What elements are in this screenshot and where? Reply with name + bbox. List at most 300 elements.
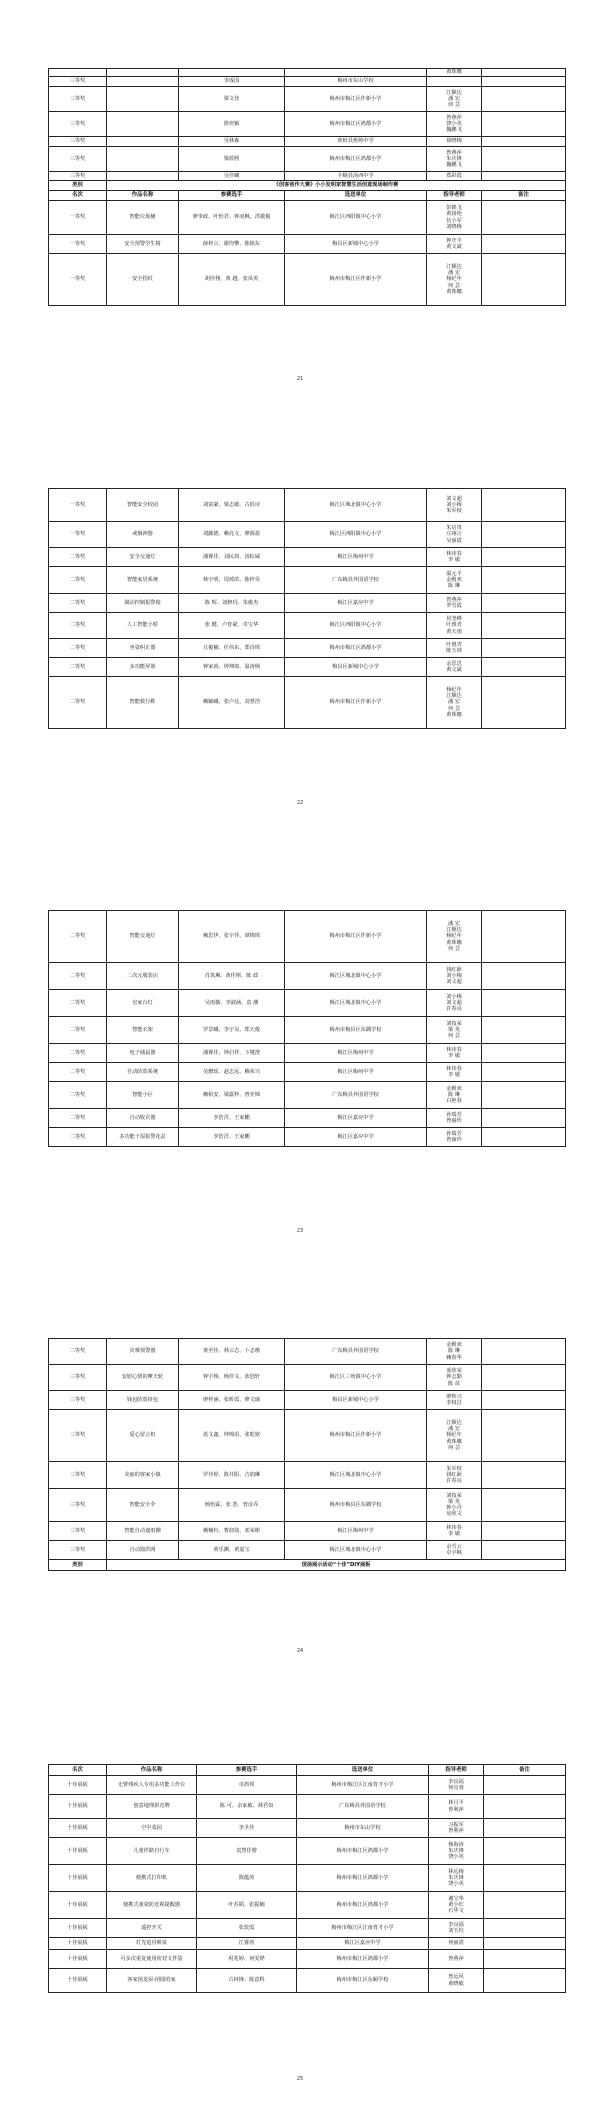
teacher-name: 许春良 xyxy=(446,1478,462,1485)
table-row xyxy=(49,77,566,87)
players-cell: 黄至挂、林云志、卜志楷 xyxy=(179,1339,285,1365)
teachers-cell xyxy=(427,594,482,613)
work-cell xyxy=(107,147,179,172)
teachers-cell xyxy=(427,677,482,729)
col-teachers-header: 指导老师 xyxy=(429,1765,484,1776)
teacher-name: 杨纪年 xyxy=(446,686,462,693)
work-cell: 爱心留言机 xyxy=(107,1410,179,1462)
work-cell: 遥控开关 xyxy=(107,1919,197,1938)
unit-cell: 梅州市梅江区作新小学 xyxy=(285,87,427,112)
table-header xyxy=(49,191,566,201)
teacher-name: 杨纪年 xyxy=(446,933,462,940)
notes-cell xyxy=(484,1950,566,1969)
notes-cell xyxy=(484,1819,566,1838)
rank-cell: 三等奖 xyxy=(49,172,107,181)
rank-cell: 二等奖 xyxy=(49,613,107,639)
players-cell: 袁慧佳增 xyxy=(197,1838,297,1865)
rank-cell: 十佳展板 xyxy=(49,1892,107,1919)
rank-cell: 三等奖 xyxy=(49,1541,107,1560)
page-number: 22 xyxy=(296,800,304,806)
unit-cell: 梅州市东山学校 xyxy=(297,1819,429,1838)
table-row xyxy=(49,1950,566,1969)
players-cell: 祝兆婷、何雯烨 xyxy=(197,1950,297,1969)
teacher-name: 蓝欣荣 xyxy=(446,1368,462,1375)
unit-cell: 梅江区城北镇中心小学 xyxy=(285,990,427,1017)
players-cell: 潘睿佳、钟启祥、卞燮澄 xyxy=(179,1044,285,1063)
unit-cell: 丰顺县汤西中学 xyxy=(285,172,427,181)
rank-cell: 二等奖 xyxy=(49,639,107,658)
notes-cell xyxy=(482,69,566,77)
teachers-cell xyxy=(429,1969,484,1993)
teacher-name: 钱红耿 xyxy=(446,966,462,973)
unit-cell: 梅县区新城中心小学 xyxy=(285,658,427,677)
players-cell: 林宇明、周焯滨、陈梓昊 xyxy=(179,567,285,594)
notes-cell xyxy=(482,1109,566,1128)
table-header xyxy=(49,1765,566,1776)
col-players-header: 参赛选手 xyxy=(179,191,285,201)
teachers-cell xyxy=(427,235,482,254)
notes-cell xyxy=(482,172,566,181)
teacher-name: 杨纪年 xyxy=(446,276,462,283)
players-cell: 叶苏韬、张振楠 xyxy=(197,1892,297,1919)
teachers-cell xyxy=(427,1339,482,1365)
teacher-name: 潘 宏 xyxy=(447,95,461,102)
unit-cell: 梅江区三角镇中心小学 xyxy=(285,1365,427,1391)
table-row xyxy=(49,87,566,112)
work-cell: 智能交通灯 xyxy=(107,911,179,963)
work-cell: 美丽的客家小镇 xyxy=(107,1462,179,1489)
notes-cell xyxy=(482,1063,566,1082)
players-cell: 李成国 xyxy=(179,77,285,87)
notes-cell xyxy=(482,1128,566,1147)
work-cell: 自动防盗系统 xyxy=(107,1063,179,1082)
page-number: 21 xyxy=(296,376,304,382)
teacher-name: 钱红耿 xyxy=(446,1471,462,1478)
work-cell: 安全预警学生椅 xyxy=(107,235,179,254)
table-row xyxy=(49,1017,566,1044)
table-row xyxy=(49,1776,566,1795)
teacher-name: 朱军权 xyxy=(446,508,462,515)
teacher-name: 黄珠娜 xyxy=(446,711,462,718)
teachers-cell xyxy=(427,658,482,677)
teacher-name: 钟庆丰 xyxy=(446,237,462,244)
work-cell: 自动溜洪网 xyxy=(107,1541,179,1560)
teacher-name: 潘 宏 xyxy=(447,1426,461,1433)
teachers-cell xyxy=(427,639,482,658)
rank-cell: 二等奖 xyxy=(49,990,107,1017)
teacher-name: 魏鹏飞 xyxy=(446,127,462,134)
rank-cell: 二等奖 xyxy=(49,1044,107,1063)
unit-cell: 梅州市梅江区鸿都小学 xyxy=(285,147,427,172)
players-cell: 陈蕴涛 xyxy=(197,1865,297,1892)
work-cell xyxy=(107,69,179,77)
teachers-cell xyxy=(427,990,482,1017)
teacher-name: 陈玉林 xyxy=(446,648,462,654)
notes-cell xyxy=(482,77,566,87)
notes-cell xyxy=(482,911,566,963)
unit-cell: 梅州市梅江区江南育才小学 xyxy=(297,1919,429,1938)
rank-cell: 一等奖 xyxy=(49,201,107,235)
teacher-name: 廖辉兴 xyxy=(446,1393,462,1400)
rank-cell: 十佳展板 xyxy=(49,1819,107,1838)
teacher-name: 饶小英 xyxy=(446,120,462,127)
unit-cell: 梅州市梅江区鸿都小学 xyxy=(297,1892,429,1919)
players-cell: 刘富豪、梁志敏、古俏诗 xyxy=(179,489,285,522)
col-unit-header: 选送单位 xyxy=(297,1765,429,1776)
unit-cell: 梅江区梅州中学 xyxy=(285,1522,427,1541)
rank-cell: 十佳展板 xyxy=(49,1919,107,1938)
work-cell: 安慰心情的摩天轮 xyxy=(107,1365,179,1391)
table-row xyxy=(49,1865,566,1892)
teacher-name: 黄珠娜 xyxy=(446,288,462,295)
notes-cell xyxy=(482,567,566,594)
table-row xyxy=(49,172,566,181)
teacher-name: 朱庆锋 xyxy=(448,1847,464,1854)
teachers-cell xyxy=(427,1017,482,1044)
notes-cell xyxy=(482,201,566,235)
notes-cell xyxy=(482,613,566,639)
players-cell: 江睿涛 xyxy=(197,1938,297,1950)
notes-cell xyxy=(484,1795,566,1819)
col-work-header: 作品名称 xyxy=(107,191,179,201)
table-row xyxy=(49,677,566,729)
players-cell: 罗佳婷、陈井阳、吉润琳 xyxy=(179,1462,285,1489)
col-work-header: 作品名称 xyxy=(107,1765,197,1776)
table-row xyxy=(49,990,566,1017)
teacher-name: 徐晓梅 xyxy=(446,138,462,145)
teacher-name: 李 敏 xyxy=(447,1053,461,1059)
teacher-name: 黄晓敏 xyxy=(448,1980,464,1987)
award-table-p24 xyxy=(48,1338,566,1571)
teacher-name: 彭锦飞 xyxy=(446,205,462,212)
notes-cell xyxy=(482,658,566,677)
teacher-name: 陈 琳 xyxy=(447,1348,461,1355)
rank-cell: 一等奖 xyxy=(49,254,107,306)
teacher-name: 伍小军 xyxy=(446,217,462,224)
work-cell: 便携式童姿防近视提醒器 xyxy=(107,1892,197,1919)
teachers-cell xyxy=(427,1391,482,1410)
table-row xyxy=(49,1819,566,1838)
table-row xyxy=(49,254,566,306)
players-cell: 蓝文鑫、钟锦涓、张乾铭 xyxy=(179,1410,285,1462)
table-row xyxy=(49,1489,566,1522)
unit-cell: 蕉岭县蕉岭中学 xyxy=(285,137,427,147)
unit-cell: 梅州市梅江区鸿都小学 xyxy=(297,1865,429,1892)
work-cell: 安全交通灯 xyxy=(107,548,179,567)
table-row xyxy=(49,489,566,522)
teachers-cell xyxy=(429,1938,484,1950)
notes-cell xyxy=(484,1865,566,1892)
work-cell: 智能安全校园 xyxy=(107,489,179,522)
rank-cell: 十佳展板 xyxy=(49,1950,107,1969)
unit-cell: 梅州市梅县区东隅学校 xyxy=(285,1017,427,1044)
notes-cell xyxy=(484,1969,566,1993)
rank-cell: 二等奖 xyxy=(49,567,107,594)
table-row xyxy=(49,522,566,548)
category-title: 《创客创作大赛》小小发明家智慧生活创意现场制作赛 xyxy=(107,181,566,191)
players-cell: 赖楠杉、曹润效、邓荣彬 xyxy=(179,1522,285,1541)
table-row xyxy=(49,1339,566,1365)
players-cell: 李浩洋、王家鹏 xyxy=(179,1128,285,1147)
rank-cell: 一等奖 xyxy=(49,522,107,548)
unit-cell: 梅州市梅江区作新小学 xyxy=(285,254,427,306)
teacher-name: 潘 宏 xyxy=(447,699,461,706)
category-row xyxy=(49,1560,566,1571)
table-row xyxy=(49,613,566,639)
table-row xyxy=(49,147,566,172)
players-cell: 廖梓涵、张昕霞、廖文瑜 xyxy=(179,1391,285,1410)
work-cell: 智能衣架 xyxy=(107,1017,179,1044)
work-cell: 智能救行鞋 xyxy=(107,677,179,729)
notes-cell xyxy=(482,639,566,658)
teacher-name: 孙瑞芳 xyxy=(446,1111,462,1118)
teacher-name: 魏鹏飞 xyxy=(446,162,462,169)
teachers-cell xyxy=(427,1082,482,1109)
notes-cell xyxy=(482,1541,566,1560)
teacher-name: 林伟春 xyxy=(446,1046,462,1053)
teacher-name: 金殿欢 xyxy=(446,576,462,583)
work-cell: 智能家居系统 xyxy=(107,567,179,594)
work-cell: 电子捕鼠器 xyxy=(107,1044,179,1063)
teacher-name: 叶惠青 xyxy=(446,622,462,629)
players-cell: 李浩洋、王家鹏 xyxy=(179,1109,285,1128)
notes-cell xyxy=(482,1489,566,1522)
teacher-name: 陈 苗 xyxy=(447,1380,461,1387)
unit-cell: 梅江区城北镇中心小学 xyxy=(285,489,427,522)
work-cell xyxy=(107,112,179,137)
work-cell: 创意地理拼竞牌 xyxy=(107,1795,197,1819)
teachers-cell xyxy=(427,87,482,112)
rank-cell: 二等奖 xyxy=(49,1063,107,1082)
page-number: 24 xyxy=(296,1648,304,1654)
unit-cell: 广东梅县外国语学校 xyxy=(285,1082,427,1109)
teacher-name: 赖春华 xyxy=(446,1354,462,1361)
teacher-name: 梁 英 xyxy=(447,1498,461,1505)
teacher-name: 林远梅 xyxy=(448,1868,464,1875)
teachers-cell xyxy=(427,201,482,235)
unit-cell: 广东梅县外国语学校 xyxy=(285,1339,427,1365)
table-row xyxy=(49,1462,566,1489)
teacher-name: 黄珠娜 xyxy=(446,1438,462,1445)
category-label: 类别 xyxy=(49,181,107,191)
unit-cell: 梅江区西阳镇中心小学 xyxy=(285,201,427,235)
players-cell: 张敦霞 xyxy=(197,1919,297,1938)
teachers-cell xyxy=(427,613,482,639)
table-row xyxy=(49,1109,566,1128)
rank-cell: 三等奖 xyxy=(49,1522,107,1541)
players-cell: 胡佳栩、黄 越、张凤英 xyxy=(179,254,285,306)
table-row xyxy=(49,201,566,235)
teacher-name: 钟小丹 xyxy=(446,1505,462,1511)
teachers-cell xyxy=(427,254,482,306)
work-cell xyxy=(107,87,179,112)
award-table-p21 xyxy=(48,68,566,306)
notes-cell xyxy=(482,147,566,172)
teacher-name: 刘文超 xyxy=(446,979,462,986)
unit-cell: 梅州市梅江区作新小学 xyxy=(285,1410,427,1462)
notes-cell xyxy=(484,1919,566,1938)
teacher-name: 朱军权 xyxy=(446,1465,462,1472)
unit-cell: 梅江区西阳镇中心小学 xyxy=(285,613,427,639)
teacher-name: 饶小英 xyxy=(448,1854,464,1861)
teacher-name: 黄珠娜 xyxy=(446,69,462,76)
rank-cell: 三等奖 xyxy=(49,137,107,147)
teacher-name: 杨海涛 xyxy=(448,1841,464,1848)
teacher-name: 曾远风 xyxy=(448,1974,464,1981)
teacher-name: 江顺达 xyxy=(446,89,462,96)
unit-cell: 梅州市梅江区江南育才小学 xyxy=(297,1776,429,1795)
teacher-name: 李权昌 xyxy=(446,1400,462,1406)
notes-cell xyxy=(482,990,566,1017)
unit-cell xyxy=(285,69,427,77)
teachers-cell xyxy=(427,1522,482,1541)
notes-cell xyxy=(482,137,566,147)
work-cell: 灾难预警器 xyxy=(107,1339,179,1365)
players-cell: 刘懿德、赖亮文、廖源盈 xyxy=(179,522,285,548)
table-row xyxy=(49,1522,566,1541)
work-cell: 坐姿纠正器 xyxy=(107,639,179,658)
teacher-name: 林伟春 xyxy=(446,1524,462,1531)
notes-cell xyxy=(482,548,566,567)
notes-cell xyxy=(482,1462,566,1489)
work-cell: 灯光追昼喷泉 xyxy=(107,1938,197,1950)
unit-cell: 梅州市梅江区作新小学 xyxy=(285,677,427,729)
rank-cell: 三等奖 xyxy=(49,1462,107,1489)
teachers-cell xyxy=(427,1541,482,1560)
table-row xyxy=(49,1365,566,1391)
teachers-cell xyxy=(427,172,482,181)
notes-cell xyxy=(482,254,566,306)
teacher-name: 李良福 xyxy=(448,1778,464,1785)
rank-cell: 一等奖 xyxy=(49,235,107,254)
teacher-name: 潘 宏 xyxy=(447,920,461,927)
players-cell: 薛梓言、谢均擎、陈铭东 xyxy=(179,235,285,254)
teachers-cell xyxy=(429,1892,484,1919)
players-cell: 杨怡霖、张 荟、曾彦乔 xyxy=(179,1489,285,1522)
teacher-name: 李良福 xyxy=(448,1921,464,1928)
unit-cell: 梅江区梅州中学 xyxy=(285,548,427,567)
teacher-name: 刘玉柱 xyxy=(448,1928,464,1934)
notes-cell xyxy=(482,87,566,112)
notes-cell xyxy=(484,1938,566,1950)
players-cell: 卓鸿邦 xyxy=(197,1776,297,1795)
unit-cell: 梅州市梅江区鸿都小学 xyxy=(285,639,427,658)
teacher-name: 黄文斌 xyxy=(446,244,462,250)
players-cell: 张 健、卢育豪、卓宝华 xyxy=(179,613,285,639)
notes-cell xyxy=(482,1017,566,1044)
table-row xyxy=(49,235,566,254)
teachers-cell xyxy=(427,112,482,137)
notes-cell xyxy=(482,1082,566,1109)
unit-cell: 梅江区城北镇中心小学 xyxy=(285,963,427,990)
teacher-name: 曾利萍 xyxy=(448,1806,464,1813)
rank-cell: 二等奖 xyxy=(49,1128,107,1147)
rank-cell: 三等奖 xyxy=(49,147,107,172)
notes-cell xyxy=(482,1522,566,1541)
teacher-name: 何 芸 xyxy=(447,945,461,952)
players-cell: 吴林森 xyxy=(179,137,285,147)
teacher-name: 刘小梅 xyxy=(446,993,462,1000)
table-row xyxy=(49,1969,566,1993)
page-number: 23 xyxy=(296,1228,304,1234)
teachers-cell xyxy=(427,69,482,77)
table-row xyxy=(49,658,566,677)
teacher-name: 黄扬艳 xyxy=(446,211,462,218)
teacher-name: 何 芸 xyxy=(447,705,461,712)
players-cell: 梁蓝熙 xyxy=(179,147,285,172)
unit-cell: 梅江区嘉应中学 xyxy=(285,1128,427,1147)
players-cell: 罗景曦、李宇昊、郑天俊 xyxy=(179,1017,285,1044)
work-cell: 智能小区 xyxy=(107,1082,179,1109)
players-cell: 钟宇杨、杨佳文、蓝创轩 xyxy=(179,1365,285,1391)
work-cell xyxy=(107,137,179,147)
rank-cell: 十佳展板 xyxy=(49,1969,107,1993)
table-row xyxy=(49,112,566,137)
teacher-name: 江顺达 xyxy=(446,693,462,700)
unit-cell: 梅江区城北镇中心小学 xyxy=(285,1541,427,1560)
notes-cell xyxy=(482,522,566,548)
unit-cell: 广东梅县外国语学校 xyxy=(297,1795,429,1819)
teacher-name: 江顺达 xyxy=(446,1419,462,1426)
teachers-cell xyxy=(427,1109,482,1128)
rank-cell: 二等奖 xyxy=(49,963,107,990)
rank-cell: 十佳展板 xyxy=(49,1838,107,1865)
teacher-name: 刘文超 xyxy=(446,999,462,1006)
teachers-cell xyxy=(427,137,482,147)
teacher-name: 刘文超 xyxy=(446,495,462,502)
unit-cell: 梅江区城北镇中心小学 xyxy=(285,1462,427,1489)
table-row xyxy=(49,1044,566,1063)
teacher-name: 黄珠娜 xyxy=(446,939,462,946)
teacher-name: 何 芸 xyxy=(447,102,461,109)
work-cell: 钱包防盗挤包 xyxy=(107,1391,179,1410)
rank-cell: 十佳展板 xyxy=(49,1795,107,1819)
players-cell: 丘俊楠、任伟东、郑诗琪 xyxy=(179,639,285,658)
teachers-cell xyxy=(427,1128,482,1147)
rank-cell: 十佳展板 xyxy=(49,1776,107,1795)
teacher-name: 黄文斌 xyxy=(446,667,462,673)
notes-cell xyxy=(482,489,566,522)
category-row xyxy=(49,181,566,191)
teacher-name: 房欣文 xyxy=(446,1511,462,1518)
teachers-cell xyxy=(429,1865,484,1892)
teacher-name: 何 芸 xyxy=(447,1033,461,1040)
col-players-header: 参赛选手 xyxy=(197,1765,297,1776)
notes-cell xyxy=(484,1838,566,1865)
work-cell: 空中菜园 xyxy=(107,1819,197,1838)
notes-cell xyxy=(482,112,566,137)
teacher-name: 卓宇枫 xyxy=(446,1550,462,1556)
table-row xyxy=(49,1082,566,1109)
unit-cell: 梅县区新城中心小学 xyxy=(285,1391,427,1410)
unit-cell: 梅州市梅江区鸿都小学 xyxy=(285,112,427,137)
table-row xyxy=(49,137,566,147)
teachers-cell xyxy=(427,1410,482,1462)
players-cell: 赖颖曦、张卢比、刘慧浩 xyxy=(179,677,285,729)
teachers-cell xyxy=(427,1489,482,1522)
teacher-name: 潘 宏 xyxy=(447,270,461,277)
rank-cell: 二等奖 xyxy=(49,548,107,567)
teacher-name: 许春良 xyxy=(446,1006,462,1013)
work-cell: 智能自动遮雨棚 xyxy=(107,1522,179,1541)
players-cell: 吴懋瑶、赵志远、赖荣兴 xyxy=(179,1063,285,1082)
col-rank-header: 名次 xyxy=(49,1765,107,1776)
table-row xyxy=(49,1795,566,1819)
work-cell xyxy=(107,172,179,181)
table-row xyxy=(49,639,566,658)
rank-cell: 三等奖 xyxy=(49,112,107,137)
teacher-name: 曾丽珍 xyxy=(446,1118,462,1124)
